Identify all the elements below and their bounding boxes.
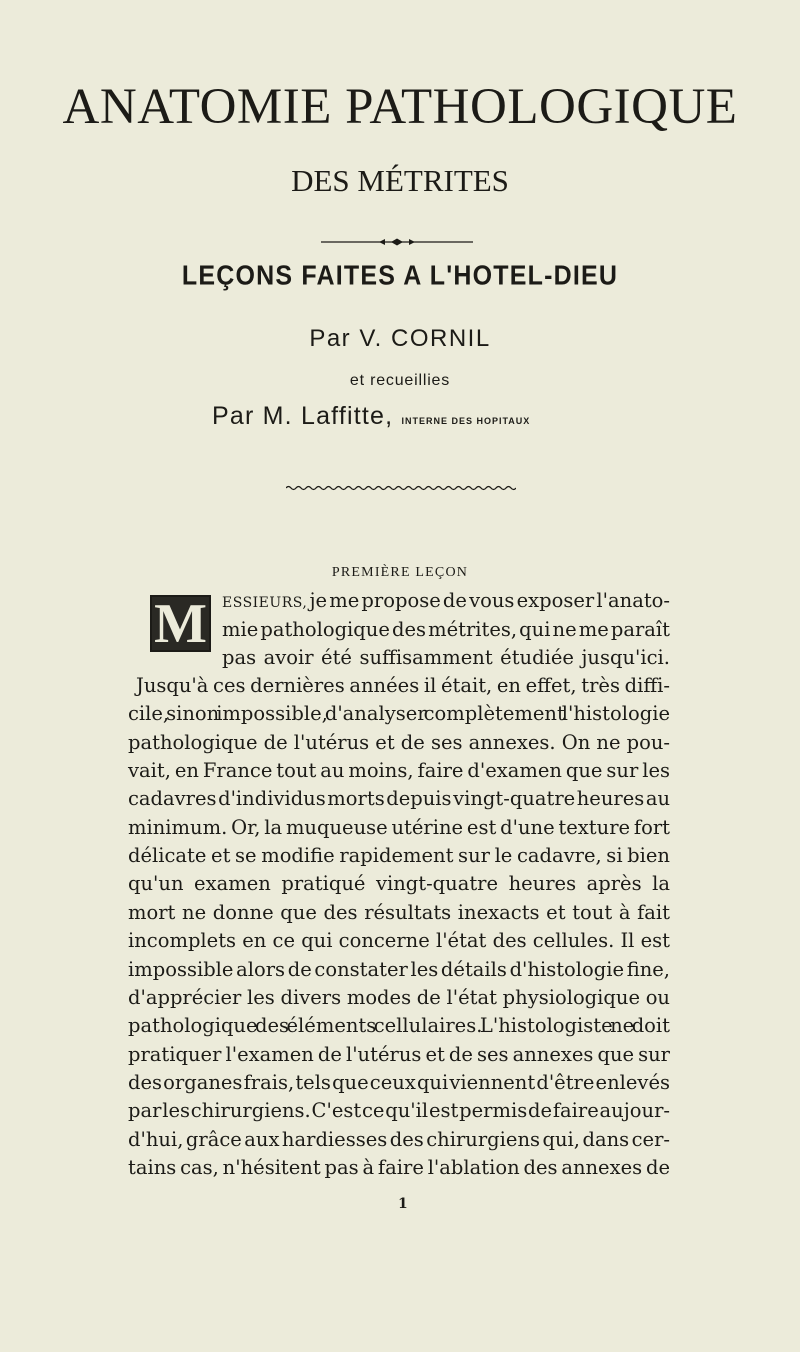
collector-role: INTERNE DES HOPITAUX: [401, 416, 531, 426]
body-line: tains cas, n'hésitent pas à faire l'ablation des annexes de: [128, 1155, 670, 1179]
ornament-rule: [321, 238, 473, 246]
body-line: pathologique des éléments cellulaires. L'histologiste ne doit: [128, 1014, 670, 1038]
body-line: pathologique de l'utérus et de ses annexes. On ne pou-: [128, 730, 670, 754]
body-line: vait, en France tout au moins, faire d'examen que sur les: [128, 759, 670, 783]
author-line: Par V. CORNIL: [309, 325, 491, 352]
lecons-heading: LEÇONS FAITES A L'HOTEL-DIEU: [181, 260, 619, 292]
body-line: [222, 644, 670, 672]
body-line: Jusqu'à ces dernières années il était, en effet, très diffi-: [136, 674, 670, 697]
body-line-text: je me propose de vous exposer l'anato-: [307, 589, 670, 612]
page-title: ANATOMIE PATHOLOGIQUE: [62, 79, 738, 135]
small-caps-word: ESSIEURS,: [222, 595, 308, 611]
body-line: qu'un examen pratiqué vingt-quatre heures après la: [128, 872, 670, 896]
body-line: [222, 616, 670, 644]
body-line: délicate et se modifie rapidement sur le cadavre, si bien: [128, 844, 670, 868]
drop-cap: M: [150, 595, 211, 652]
body-line: minimum. Or, la muqueuse utérine est d'une texture fort: [128, 815, 670, 839]
body-line: [222, 587, 670, 617]
wavy-rule: [286, 485, 516, 491]
page-subtitle: DES MÉTRITES: [291, 163, 509, 198]
recueillies-line: et recueillies: [349, 372, 451, 389]
body-line: d'hui, grâce aux hardiesses des chirurgiens qui, dans cer-: [128, 1127, 670, 1151]
body-line: par les chirurgiens. C'est ce qu'il est permis de faire aujour-: [128, 1099, 670, 1123]
collector-name: Par M. Laffitte,: [212, 402, 394, 430]
body-line: incomplets en ce qui concerne l'état des cellules. Il est: [128, 929, 670, 953]
body-line: des organes frais, tels que ceux qui viennent d'être enlevés: [128, 1070, 670, 1094]
body-line: cile, sinon impossible, d'analyser complètement l'histologie: [128, 702, 670, 726]
body-line: pratiquer l'examen de l'utérus et de ses annexes que sur: [128, 1042, 671, 1066]
body-line: impossible alors de constater les détails d'histologie fine,: [128, 957, 670, 981]
body-line: d'apprécier les divers modes de l'état physiologique ou: [128, 985, 670, 1009]
body-line-text: mie pathologique des métrites, qui ne me paraît: [222, 617, 670, 641]
lesson-heading: PREMIÈRE LEÇON: [331, 565, 469, 580]
body-line: cadavres d'individus morts depuis vingt-quatre heures au: [128, 787, 670, 811]
body-line: mort ne donne que des résultats inexacts et tout à fait: [128, 900, 670, 924]
body-line-text: pas avoir été suffisamment étudiée jusqu'ici.: [222, 646, 670, 669]
page-number: 1: [398, 1196, 408, 1212]
collector-line: [212, 402, 530, 431]
